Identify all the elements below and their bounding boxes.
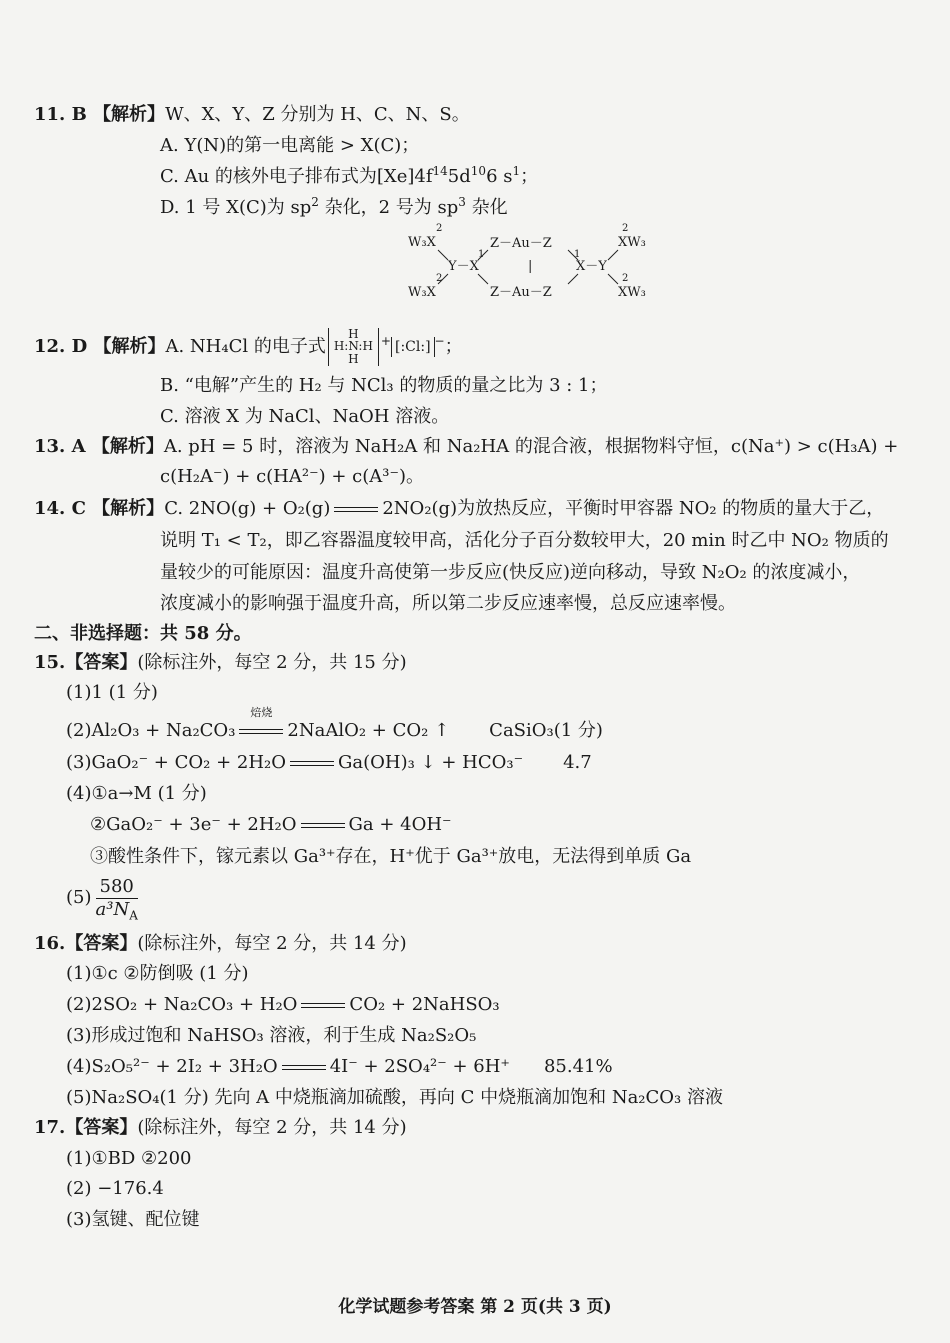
q15-header xyxy=(34,651,407,675)
nh-charge: + xyxy=(380,334,391,348)
label-1-right: 1 xyxy=(574,249,581,260)
label-2-tl: 2 xyxy=(436,223,443,234)
ammonium-electron-formula xyxy=(328,328,379,366)
q11-c-pre: C. Au 的核外电子排布式为[Xe]4f xyxy=(160,166,433,187)
bond-x-z-bot-left xyxy=(478,274,488,284)
nh-mid: H:N:H xyxy=(333,339,373,353)
q12-head: 12. D 【解析】 xyxy=(34,336,166,357)
q14-line2: 说明 T₁ < T₂，即乙容器温度较甲高，活化分子百分数较甲大，20 min 时乙中 NO₂ 物质的 xyxy=(160,530,889,551)
q12-line-a xyxy=(34,328,463,366)
q15-p4b-pre: ②GaO₂⁻ + 3e⁻ + 2H₂O xyxy=(90,814,297,835)
q14-line3: 量较少的可能原因：温度升高使第一步反应(快反应)逆向移动，导致 N₂O₂ 的浓度减小， xyxy=(160,562,861,583)
top-chain: Z－Au－Z xyxy=(490,236,552,251)
q13-text1: A. pH = 5 时，溶液为 NaH₂A 和 Na₂HA 的混合液，根据物料守恒，c(Na⁺) > c(H₃A) + xyxy=(163,436,899,457)
q16-p2-pre: (2)2SO₂ + Na₂CO₃ + H₂O xyxy=(66,994,298,1015)
q13-head: 13. A 【解析】 xyxy=(34,436,164,457)
q11-c-end: ； xyxy=(520,166,539,187)
q17-part3: (3)氢键、配位键 xyxy=(66,1209,200,1230)
fraction-numerator: 580 xyxy=(96,876,138,899)
page-footer: 化学试题参考答案 第 2 页(共 3 页) xyxy=(338,1297,612,1317)
bottom-chain: Z－Au－Z xyxy=(490,285,552,300)
q15-part2 xyxy=(66,706,603,743)
q15-p3-ans: 4.7 xyxy=(563,752,592,773)
q11-c-exp1: 14 xyxy=(432,164,448,178)
q11-d-mid: 杂化，2 号为 sp xyxy=(318,197,459,218)
q16-part2 xyxy=(66,993,500,1017)
bond-tr xyxy=(608,250,618,260)
q14-text1-pre: C. 2NO(g) + O₂(g) xyxy=(164,498,331,519)
nh-top-h: H xyxy=(348,327,359,341)
bond-br xyxy=(608,274,618,284)
bond-tl xyxy=(438,250,448,260)
label-2-tr: 2 xyxy=(622,223,629,234)
label-2-bl: 2 xyxy=(436,273,443,284)
q17-note: (除标注外，每空 2 分，共 14 分) xyxy=(137,1117,407,1138)
q11-intro-line xyxy=(34,103,470,127)
q13-line2: c(H₂A⁻) + c(HA²⁻) + c(A³⁻)。 xyxy=(160,466,424,487)
fraction-denominator xyxy=(96,899,138,921)
q11-head: 11. B 【解析】 xyxy=(34,104,166,125)
q15-p2-pre: (2)Al₂O₃ + Na₂CO₃ xyxy=(66,720,236,741)
q16-header xyxy=(34,932,407,956)
q17-head: 17.【答案】 xyxy=(34,1117,138,1138)
label-2-br: 2 xyxy=(622,273,629,284)
q15-part4b xyxy=(90,813,452,837)
q15-part4a: (4)①a→M (1 分) xyxy=(66,783,207,804)
q15-p3-pre: (3)GaO₂⁻ + CO₂ + 2H₂O xyxy=(66,752,286,773)
q16-p4-pre: (4)S₂O₅²⁻ + 2I₂ + 3H₂O xyxy=(66,1056,278,1077)
fraction-den-sub: A xyxy=(129,908,138,923)
q11-d-pre: D. 1 号 X(C)为 sp xyxy=(160,197,312,218)
q16-part1: (1)①c ②防倒吸 (1 分) xyxy=(66,963,249,984)
q15-part4c: ③酸性条件下，镓元素以 Ga³⁺存在，H⁺优于 Ga³⁺放电，无法得到单质 Ga xyxy=(90,846,692,867)
q15-note: (除标注外，每空 2 分，共 15 分) xyxy=(137,652,407,673)
q16-part4 xyxy=(66,1055,613,1079)
q15-p2-post: 2NaAlO₂ + CO₂ ↑ xyxy=(287,720,450,741)
q11-c-mid2: 6 s xyxy=(486,166,513,187)
label-w3x-tl: W₃X xyxy=(408,235,436,250)
label-1-left: 1 xyxy=(478,249,485,260)
q11-c-exp2: 10 xyxy=(470,164,487,178)
au-au-bar: | xyxy=(528,259,533,274)
q11-d-end: 杂化 xyxy=(465,197,508,218)
q11-d-exp1: 2 xyxy=(311,195,319,209)
q17-part2: (2) −176.4 xyxy=(66,1178,164,1199)
chloride-electron-formula: [:Cl:] xyxy=(391,337,435,357)
q15-part5 xyxy=(66,874,138,922)
q17-header xyxy=(34,1116,407,1140)
q11-c-exp3: 1 xyxy=(512,164,521,178)
q14-line4: 浓度减小的影响强于温度升高，所以第二步反应速率慢，总反应速率慢。 xyxy=(160,593,736,614)
q17-part1: (1)①BD ②200 xyxy=(66,1148,192,1169)
q16-p4-post: 4I⁻ + 2SO₄²⁻ + 6H⁺ xyxy=(329,1056,510,1077)
q12-a-end: ； xyxy=(444,336,463,357)
roast-condition: 焙烧 xyxy=(250,706,273,719)
label-w3x-bl: W₃X xyxy=(408,285,436,300)
density-fraction xyxy=(96,876,138,921)
q13-line1 xyxy=(34,435,898,459)
y-x-left: Y－X xyxy=(448,259,479,274)
q15-part1: (1)1 (1 分) xyxy=(66,682,158,703)
section-2-title: 二、非选择题：共 58 分。 xyxy=(34,623,252,644)
gold-complex-structure xyxy=(408,222,660,304)
q14-line1 xyxy=(34,497,884,521)
q15-p5-pre: (5) xyxy=(66,887,92,908)
q12-option-c: C. 溶液 X 为 NaCl、NaOH 溶液。 xyxy=(160,406,450,427)
q15-part3 xyxy=(66,751,592,775)
q16-note: (除标注外，每空 2 分，共 14 分) xyxy=(137,933,407,954)
nh-bot-h: H xyxy=(348,352,359,366)
q16-head: 16.【答案】 xyxy=(34,933,138,954)
roast-arrow xyxy=(235,706,287,743)
q12-option-b: B. “电解”产生的 H₂ 与 NCl₃ 的物质的量之比为 3 : 1； xyxy=(160,375,608,396)
q16-p4-ans: 85.41% xyxy=(543,1056,613,1077)
fraction-den-main: a³N xyxy=(95,898,130,920)
label-xw3-br: XW₃ xyxy=(618,285,646,300)
q14-head: 14. C 【解析】 xyxy=(34,498,165,519)
q15-p3-post: Ga(OH)₃ ↓ + HCO₃⁻ xyxy=(338,752,524,773)
q11-d-exp2: 3 xyxy=(458,195,466,209)
q16-part5: (5)Na₂SO₄(1 分) 先向 A 中烧瓶滴加硫酸，再向 C 中烧瓶滴加饱和 Na₂CO₃ 溶液 xyxy=(66,1087,723,1108)
q11-option-d xyxy=(160,196,508,220)
q15-p4b-post: Ga + 4OH⁻ xyxy=(348,814,452,835)
q11-option-a: A. Y(N)的第一电离能 > X(C)； xyxy=(160,135,420,156)
q11-intro: W、X、Y、Z 分别为 H、C、N、S。 xyxy=(165,104,470,125)
q11-c-mid: 5d xyxy=(447,166,471,187)
q16-part3: (3)形成过饱和 NaHSO₃ 溶液，利于生成 Na₂S₂O₅ xyxy=(66,1025,477,1046)
q15-head: 15.【答案】 xyxy=(34,652,138,673)
q11-option-c xyxy=(160,165,538,189)
x-y-right: X－Y xyxy=(576,259,607,274)
bond-z-x-bot-right xyxy=(568,274,578,284)
cl-charge: − xyxy=(434,334,445,348)
label-xw3-tr: XW₃ xyxy=(618,235,646,250)
q14-text1-post: 2NO₂(g)为放热反应，平衡时甲容器 NO₂ 的物质的量大于乙， xyxy=(382,498,885,519)
equals-arrow xyxy=(334,507,378,512)
q16-p2-post: CO₂ + 2NaHSO₃ xyxy=(349,994,500,1015)
q15-p2-ans: CaSiO₃(1 分) xyxy=(489,720,603,741)
q12-a-pre: A. NH₄Cl 的电子式 xyxy=(165,336,326,357)
